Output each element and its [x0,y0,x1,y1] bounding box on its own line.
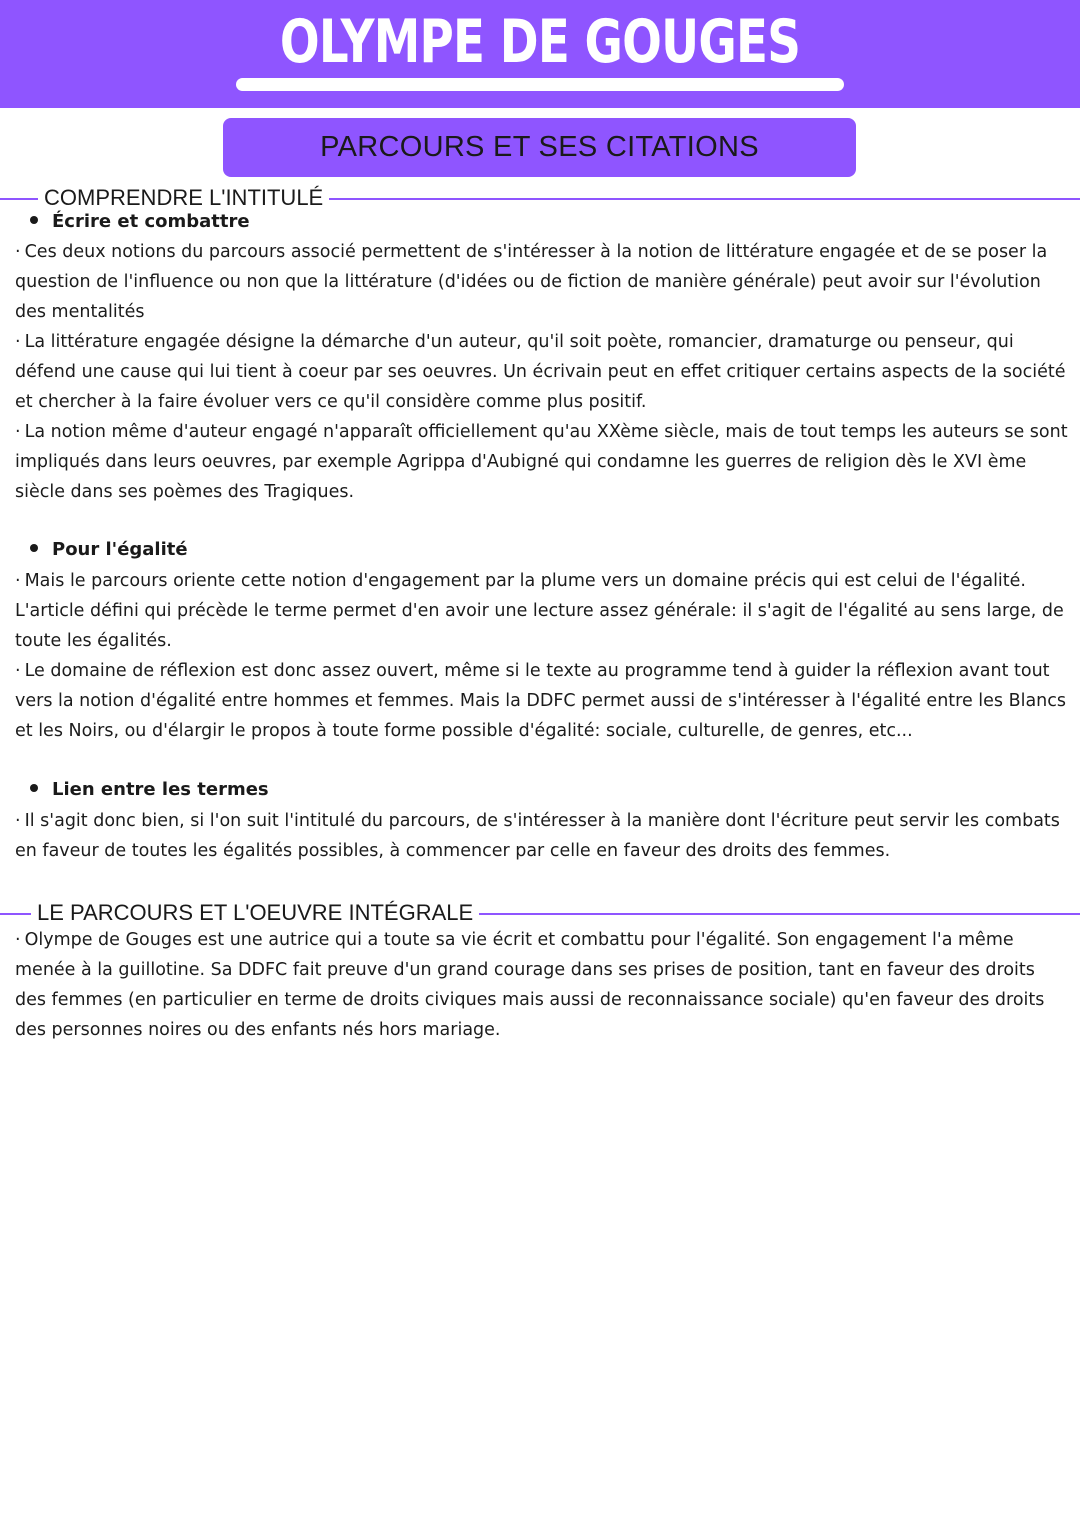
paragraph-text: Mais le parcours oriente cette notion d'engagement par la plume vers un domaine précis qui est celui de l'égalité. L'article défini qui précède le terme permet d'en avoir une lecture assez générale: il s'agit de l'égalité au sens large, de toute les égalités. [15,571,1064,651]
paragraph-text: Le domaine de réflexion est donc assez ouvert, même si le texte au programme tend à guider la réflexion avant tout vers la notion d'égalité entre hommes et femmes. Mais la DDFC permet aussi de s'intéresser à l'égalité entre les Blancs et les Noirs, ou d'élargir le propos à toute forme possible d'égalité: sociale, culturelle, de genres, etc... [15,661,1067,741]
paragraph [15,417,1070,507]
bullet-heading-text: Écrire et combattre [52,211,250,232]
subtitle-banner [223,118,856,177]
bullet-dot [30,544,38,552]
paragraph-text: Ces deux notions du parcours associé permettent de s'intéresser à la notion de littérature engagée et de se poser la question de l'influence ou non que la littérature (d'idées ou de fiction de manière générale) peut avoir sur l'évolution des mentalités [15,242,1048,322]
bullet-heading-text: Pour l'égalité [52,539,188,560]
paragraph-text: Il s'agit donc bien, si l'on suit l'intitulé du parcours, de s'intéresser à la manière dont l'écriture peut servir les combats en faveur de toutes les égalités possibles, à commencer par celle en faveur des droits des femmes. [15,811,1060,861]
paragraph [15,566,1070,656]
bullet-mark: · [15,661,21,681]
page-title: OLYMPE DE GOUGES [279,7,801,77]
title-underline [236,78,844,91]
paragraph [15,327,1070,417]
section2-heading: LE PARCOURS ET L'OEUVRE INTÉGRALE [31,900,479,926]
bullet-heading-egalite [30,538,188,562]
paragraph-text: Olympe de Gouges est une autrice qui a toute sa vie écrit et combattu pour l'égalité. Son engagement l'a même menée à la guillotine. Sa DDFC fait preuve d'un grand courage dans ses prises de position, tant en faveur des droits des femmes (en particulier en terme de droits civiques mais aussi de reconnaissance sociale) qu'en faveur des droits des personnes noires ou des enfants nés hors mariage. [15,930,1045,1040]
paragraph-text: La notion même d'auteur engagé n'apparaît officiellement qu'au XXème siècle, mais de tout temps les auteurs se sont impliqués dans leurs oeuvres, par exemple Agrippa d'Aubigné qui condamne les guerres de religion dès le XVI ème siècle dans ses poèmes des Tragiques. [15,422,1068,502]
section1-heading: COMPRENDRE L'INTITULÉ [38,185,329,211]
bullet-dot [30,216,38,224]
paragraph-text: La littérature engagée désigne la démarche d'un auteur, qu'il soit poète, romancier, dramaturge ou penseur, qui défend une cause qui lui tient à coeur par ses oeuvres. Un écrivain peut en effet critiquer certains aspects de la société et chercher à la faire évoluer vers ce qu'il considère comme plus positif. [15,332,1066,412]
bullet-dot [30,784,38,792]
paragraph [15,237,1070,327]
bullet-heading-text: Lien entre les termes [52,779,269,800]
paragraph [15,806,1070,866]
paragraph [15,656,1070,746]
bullet-heading-lien [30,778,269,802]
bullet-mark: · [15,242,21,262]
bullet-mark: · [15,332,21,352]
bullet-mark: · [15,811,21,831]
bullet-mark: · [15,571,21,591]
subtitle-text: PARCOURS ET SES CITATIONS [320,131,759,163]
paragraph [15,925,1070,1045]
bullet-mark: · [15,930,21,950]
bullet-mark: · [15,422,21,442]
bullet-heading-ecrire [30,210,250,234]
